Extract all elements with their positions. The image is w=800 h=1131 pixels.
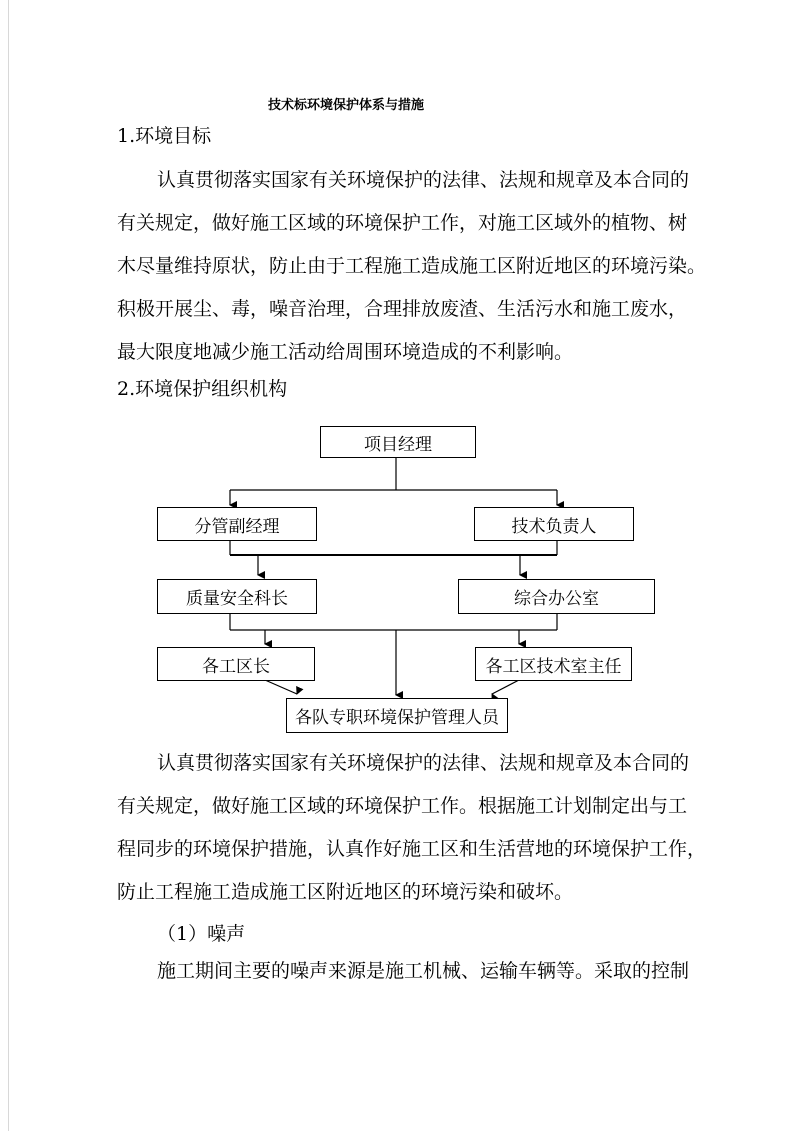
org-box-quality-chief: 质量安全科长 <box>157 579 317 614</box>
noise-heading: （1）噪声 <box>157 923 246 945</box>
paragraph-line: 程同步的环境保护措施，认真作好施工区和生活营地的环境保护工作， <box>117 838 707 860</box>
arrow-chiefs-to-staff <box>265 680 297 694</box>
org-box-project-manager: 项目经理 <box>320 426 476 458</box>
paragraph-line: 认真贯彻落实国家有关环境保护的法律、法规和规章及本合同的 <box>157 169 690 191</box>
section2-paragraph <box>117 742 707 914</box>
paragraph-line: 有关规定，做好施工区域的环境保护工作。根据施工计划制定出与工 <box>117 795 688 817</box>
noise-paragraph <box>117 950 697 993</box>
paragraph-line: 积极开展尘、毒，噪音治理，合理排放废渣、生活污水和施工废水， <box>117 298 688 320</box>
paragraph-line: 有关规定，做好施工区域的环境保护工作，对施工区域外的植物、树 <box>117 212 688 234</box>
paragraph-line: 认真贯彻落实国家有关环境保护的法律、法规和规章及本合同的 <box>157 752 690 774</box>
org-box-general-office: 综合办公室 <box>458 579 655 614</box>
org-box-team-staff: 各队专职环境保护管理人员 <box>286 698 508 733</box>
org-box-area-chiefs: 各工区长 <box>157 647 315 681</box>
section2-heading: 2.环境保护组织机构 <box>117 378 288 400</box>
arrow-tech-to-staff <box>492 680 519 694</box>
org-box-area-tech-directors: 各工区技术室主任 <box>475 647 632 681</box>
paragraph-line: 防止工程施工造成施工区附近地区的环境污染和破坏。 <box>117 881 574 903</box>
paragraph-line: 木尽量维持原状，防止由于工程施工造成施工区附近地区的环境污染。 <box>117 255 707 277</box>
org-box-deputy-manager: 分管副经理 <box>157 507 317 541</box>
document-title: 技术标环境保护体系与措施 <box>268 98 425 113</box>
paragraph-line: 最大限度地减少施工活动给周围环境造成的不利影响。 <box>117 341 574 363</box>
paragraph-line: 施工期间主要的噪声来源是施工机械、运输车辆等。采取的控制 <box>157 960 690 982</box>
section1-heading: 1.环境目标 <box>117 125 212 147</box>
org-box-tech-leader: 技术负责人 <box>474 507 634 541</box>
